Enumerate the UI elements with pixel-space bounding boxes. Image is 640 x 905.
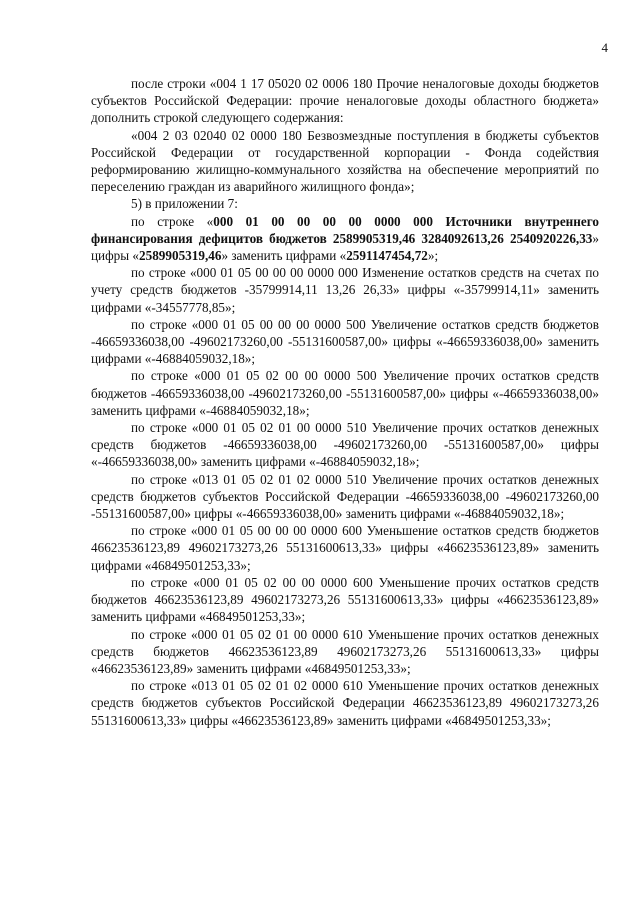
text-run: по строке «013 01 05 02 01 02 0000 610 Уменьшение прочих остатков денежных средств бюджетов субъектов Российской Федерации 46623536123,89 49602173273,26 55131600613,33» цифры «46623536123,89» заменить цифрами «46849501253,33»; xyxy=(91,678,599,728)
text-run: по строке «000 01 05 02 01 00 0000 610 Уменьшение прочих остатков денежных средств бюджетов 46623536123,89 49602173273,26 55131600613,33» цифры «46623536123,89» заменить цифрами «46849501253,33»; xyxy=(91,626,599,676)
text-run: » заменить цифрами « xyxy=(221,248,347,264)
paragraph xyxy=(91,626,599,678)
paragraph xyxy=(91,195,599,212)
text-run: «004 2 03 02040 02 0000 180 Безвозмездные поступления в бюджеты субъектов Российской Федерации от государственной корпорации - Фонда содействия реформированию жилищно-коммунального хозяйства на обеспечение мероприятий по переселению граждан из аварийного жилищного фонда»; xyxy=(91,127,599,195)
paragraph xyxy=(91,213,599,265)
bold-text-run: 000 01 00 00 00 00 0000 000 Источники внутреннего финансирования дефицитов бюджетов 2589905319,46 3284092613,26 2540920226,33 xyxy=(91,213,599,246)
text-run: »; xyxy=(427,248,439,264)
text-run: по строке «000 01 05 02 01 00 0000 510 Увеличение прочих остатков денежных средств бюджетов -46659336038,00 -49602173260,00 -55131600587,00» цифры «-46659336038,00» заменить цифрами «-46884059032,18»; xyxy=(91,420,599,470)
document-body xyxy=(91,75,599,729)
text-run: по строке «000 01 05 02 00 00 0000 600 Уменьшение прочих остатков средств бюджетов 46623536123,89 49602173273,26 55131600613,33» цифры «46623536123,89» заменить цифрами «46849501253,33»; xyxy=(91,574,599,625)
paragraph xyxy=(91,419,599,471)
text-run: по строке «000 01 05 00 00 00 0000 600 Уменьшение остатков средств бюджетов 46623536123,89 49602173273,26 55131600613,33» цифры «46623536123,89» заменить цифрами «46849501253,33»; xyxy=(91,523,599,573)
paragraph xyxy=(91,677,599,729)
paragraph xyxy=(91,471,599,523)
text-run: по строке «000 01 05 00 00 00 0000 500 Увеличение остатков средств бюджетов -46659336038,00 -49602173260,00 -55131600587,00» цифры «-46659336038,00» заменить цифрами «-46884059032,18»; xyxy=(91,316,599,367)
paragraph xyxy=(91,316,599,368)
text-run: 5) в приложении 7: xyxy=(131,196,238,212)
text-run: после строки «004 1 17 05020 02 0006 180 Прочие неналоговые доходы бюджетов субъектов Российской Федерации: прочие неналоговые доходы областного бюджета» дополнить строкой следующего содержания: xyxy=(91,76,599,126)
text-run: по строке «013 01 05 02 01 02 0000 510 Увеличение прочих остатков денежных средств бюджетов субъектов Российской Федерации -46659336038,00 -49602173260,00 -55131600587,00» цифры «-46659336038,00» заменить цифрами «-46884059032,18»; xyxy=(91,471,599,522)
text-run: по строке « xyxy=(131,213,214,229)
bold-text-run: 2589905319,46 xyxy=(139,248,222,264)
bold-text-run: 2591147454,72 xyxy=(346,248,428,264)
text-run: » цифры « xyxy=(91,230,599,264)
paragraph xyxy=(91,574,599,626)
paragraph xyxy=(91,522,599,574)
paragraph xyxy=(91,75,599,127)
paragraph xyxy=(91,264,599,316)
paragraph xyxy=(91,127,599,196)
page-number: 4 xyxy=(601,40,608,55)
text-run: по строке «000 01 05 02 00 00 0000 500 Увеличение прочих остатков средств бюджетов -46659336038,00 -49602173260,00 -55131600587,00» цифры «-46659336038,00» заменить цифрами «-46884059032,18»; xyxy=(91,368,599,418)
paragraph xyxy=(91,367,599,419)
text-run: по строке «000 01 05 00 00 00 0000 000 Изменение остатков средств на счетах по учету средств бюджетов -35799914,11 13,26 26,33» цифры «-35799914,11» заменить цифрами «-34557778,85»; xyxy=(91,265,599,315)
